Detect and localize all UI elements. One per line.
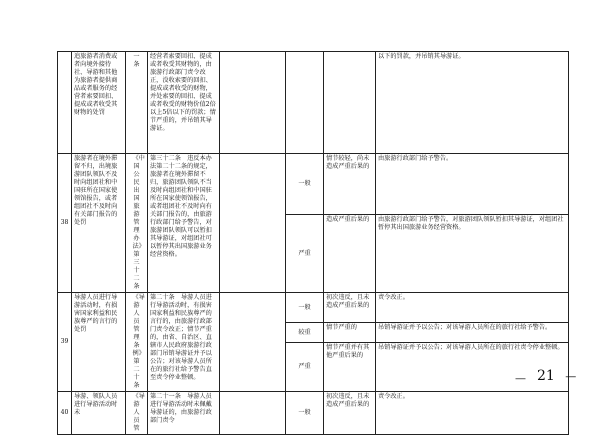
blank-cell bbox=[220, 52, 286, 154]
legal-basis bbox=[126, 52, 148, 154]
discretion-level: 严重 bbox=[286, 215, 324, 293]
page-footer bbox=[515, 372, 527, 385]
clause-text: 第二十一条 导游人员进行导游活动时未佩戴导游证的，由旅游行政部门责令 bbox=[148, 392, 220, 435]
legal-basis bbox=[126, 154, 148, 293]
row-number: 40 bbox=[58, 392, 72, 435]
penalty-standard: 责令改正。 bbox=[376, 392, 569, 435]
legal-basis bbox=[126, 293, 148, 392]
penalty-standard: 由旅游行政部门给予警告，对旅游团队领队暂扣其导游证，对组团社暂停其出国旅游业务经营资格。 bbox=[376, 215, 569, 293]
violation-item: 导游人员进行导游活动时，有损害国家利益和民族尊严的言行的处罚 bbox=[72, 293, 126, 392]
violation-item: 旅游者在境外滞留不归，出境旅游团队领队不及时向组团社和中国驻所在国家使领馆报告，或者组团社不及时向有关部门报告的处罚 bbox=[72, 154, 126, 293]
circumstance bbox=[324, 52, 376, 154]
blank-cell bbox=[220, 392, 286, 435]
row-number bbox=[58, 52, 72, 154]
violation-item: 导游、领队人员进行导游活动时未 bbox=[72, 392, 126, 435]
circumstance: 初次违反，且未造成严重后果的 bbox=[324, 293, 376, 323]
page-number-text: 21 bbox=[537, 368, 555, 384]
discretion-level: 一般 bbox=[286, 293, 324, 323]
row-number: 39 bbox=[58, 293, 72, 392]
table-row bbox=[58, 293, 569, 323]
blank-cell bbox=[220, 293, 286, 392]
discretion-level: 严重 bbox=[286, 343, 324, 392]
circumstance: 造成严重后果的 bbox=[324, 215, 376, 293]
legal-basis-text: 《中国公民出国旅游管理办法》第三十二条 bbox=[132, 155, 145, 290]
footer-dash-right: — bbox=[565, 370, 577, 383]
circumstance: 情节严重的 bbox=[324, 323, 376, 343]
footer-dash-left: — bbox=[515, 372, 527, 385]
clause-text: 经营者索要回扣、提成或者收受其财物的，由旅游行政部门责令改正，没收索要的回扣、提成或者收受的财物，并处索要的回扣、提成或者收受的财物价值2倍以上5倍以下的罚款；情节严重的，并吊销其导游证。 bbox=[148, 52, 220, 154]
discretion-level bbox=[286, 52, 324, 154]
circumstance: 情节较轻，尚未造成严重后果的 bbox=[324, 154, 376, 215]
clause-text: 第三十二条 违反本办法第二十二条的规定，旅游者在境外滞留不归，旅游团队领队不当及时向组团社和中国驻所在国家使领馆报告，或者组团社不及时向有关部门报告的，由旅游行政部门给予警告，对旅游团队领队可以暂扣其导游证，对组团社可以暂停其出国旅游业务经营资格。 bbox=[148, 154, 220, 293]
penalty-standard: 以下的罚款，并吊销其导游证。 bbox=[376, 52, 569, 154]
legal-basis-text: 一条 bbox=[133, 53, 140, 68]
page-number bbox=[537, 368, 576, 384]
circumstance: 初次违反，且未造成严重后果的 bbox=[324, 392, 376, 435]
blank-cell bbox=[220, 154, 286, 293]
penalty-standard: 由旅游行政部门给予警告。 bbox=[376, 154, 569, 215]
penalty-table bbox=[57, 51, 569, 435]
penalty-standard: 责令改正。 bbox=[376, 293, 569, 323]
legal-basis-text: 《导游人员管理条例》第二十条 bbox=[132, 294, 145, 389]
legal-basis bbox=[126, 392, 148, 435]
penalty-standard: 吊销导游证并予以公告；对该导游人员所在的旅行社给予警告。 bbox=[376, 323, 569, 343]
violation-item: 追旅游者消费或者向境外接待社、导游和其他为旅游者提供商品或者服务的经营者索要回扣、提成或者收受其财物的处罚 bbox=[72, 52, 126, 154]
discretion-level: 较重 bbox=[286, 323, 324, 343]
row-number: 38 bbox=[58, 154, 72, 293]
penalty-standard: 吊销导游证并予以公告；对该导游人员所在的旅行社责令停业整顿。 bbox=[376, 343, 569, 392]
discretion-level: 一般 bbox=[286, 392, 324, 435]
clause-text: 第二十条 导游人员进行导游活动时，有损害国家利益和民族尊严的言行的，由旅游行政部门责令改正；情节严重的，由省、自治区、直辖市人民政府旅游行政部门吊销导游证并予以公告；对该导游人员所在的旅行社给予警告直至责令停业整顿。 bbox=[148, 293, 220, 392]
table-row bbox=[58, 392, 569, 435]
legal-basis-text: 《导游人员管 bbox=[132, 393, 145, 432]
table-row bbox=[58, 154, 569, 215]
table-row bbox=[58, 52, 569, 154]
discretion-level: 一般 bbox=[286, 154, 324, 215]
circumstance: 情节严重并有其他严重后果的 bbox=[324, 343, 376, 392]
